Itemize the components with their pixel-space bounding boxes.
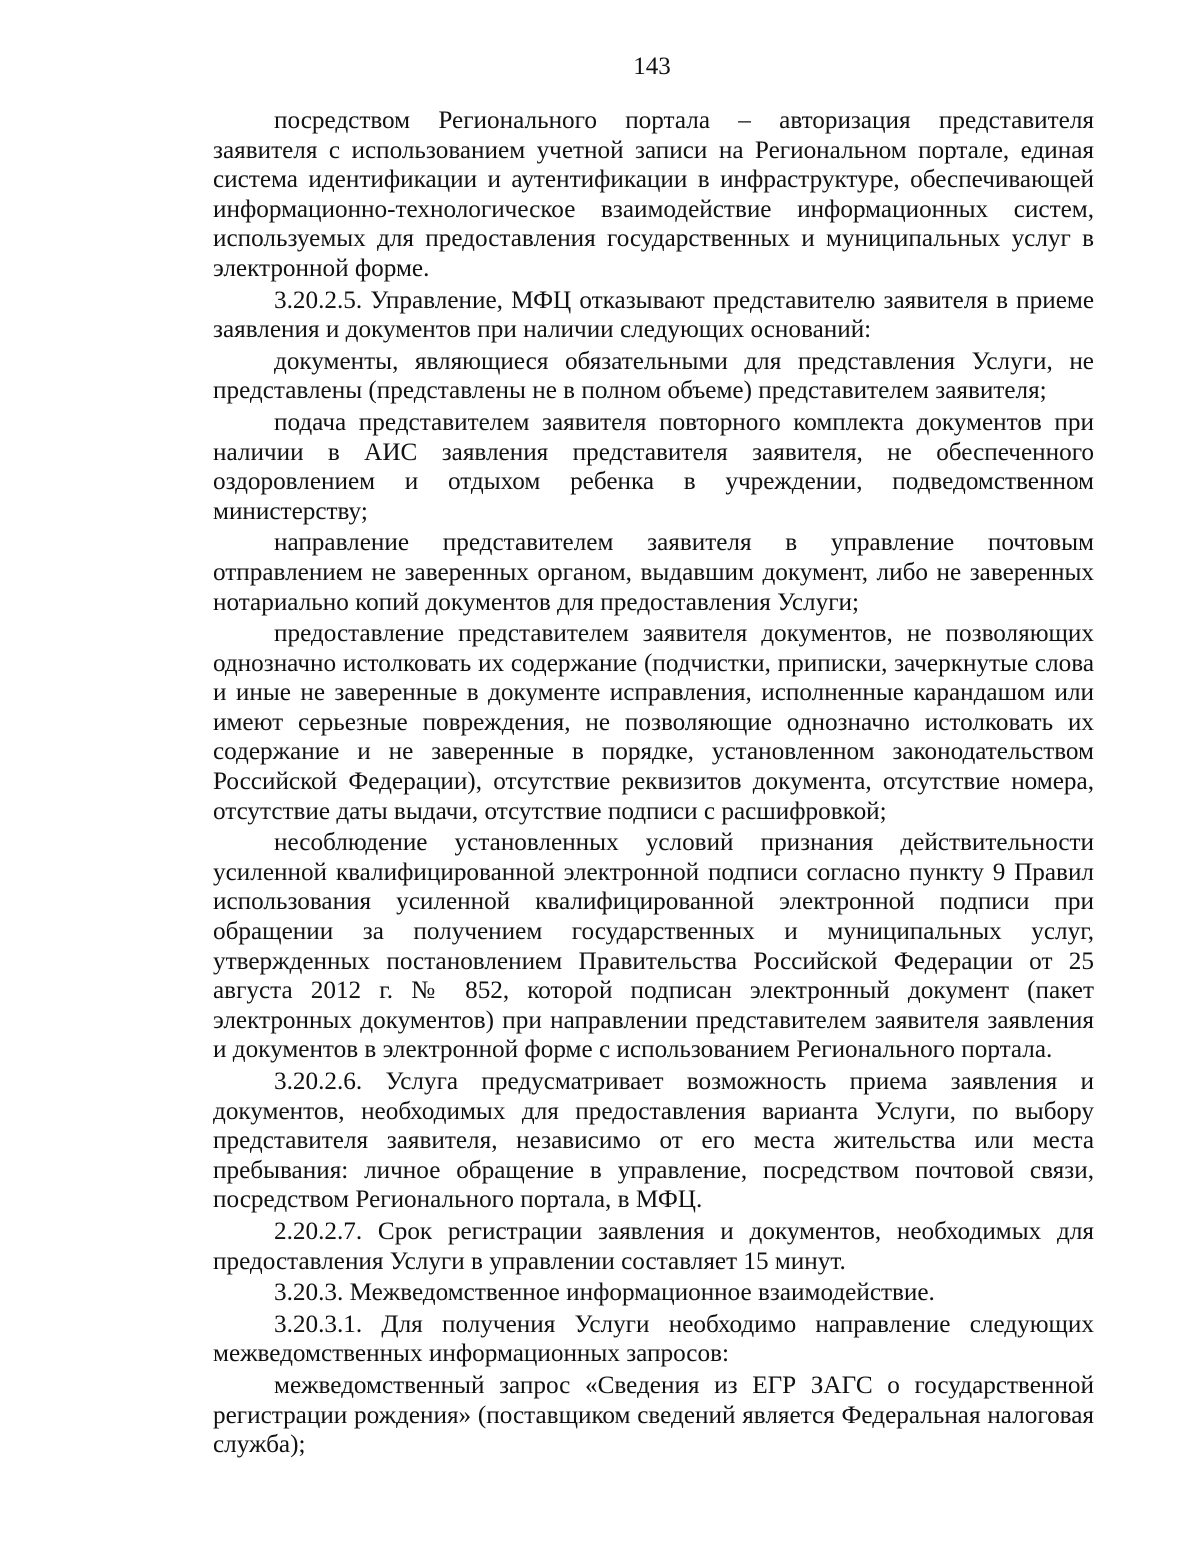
page-number: 143 (633, 53, 671, 80)
document-body (213, 106, 1094, 1462)
paragraph-repeat-submission: подача представителем заявителя повторного комплекта документов при наличии в АИС заявления представителя заявителя, не обеспеченного оздоровлением и отдыхом ребенка в учреждении, подведомственном министерству; (213, 408, 1094, 525)
paragraph-portal-authorization: посредством Регионального портала – авторизация представителя заявителя с использованием учетной записи на Региональном портале, единая система идентификации и аутентификации в инфраструктуре, обеспечивающей информационно-технологическое взаимодействие информационных систем, используемых для предоставления государственных и муниципальных услуг в электронной форме. (213, 107, 1094, 282)
paragraph-2-20-2-7: 2.20.2.7. Срок регистрации заявления и документов, необходимых для предоставления Услуги в управлении составляет 15 минут. (213, 1217, 1094, 1275)
paragraph-3-20-2-5: 3.20.2.5. Управление, МФЦ отказывают представителю заявителя в приеме заявления и документов при наличии следующих оснований: (213, 286, 1094, 344)
paragraph-documents-not-provided: документы, являющиеся обязательными для представления Услуги, не представлены (представлены не в полном объеме) представителем заявителя; (213, 347, 1094, 405)
paragraph-electronic-signature: несоблюдение установленных условий признания действительности усиленной квалифицированной электронной подписи согласно пункту 9 Правил использования усиленной квалифицированной электронной подписи при обращении за получением государственных и муниципальных услуг, утвержденных постановлением Правительства Российской Федерации от 25 августа 2012 г. № 852, которой подписан электронный документ (пакет электронных документов) при направлении представителем заявителя заявления и документов в электронной форме с использованием Регионального портала. (213, 829, 1094, 1064)
paragraph-ambiguous-documents: предоставление представителем заявителя документов, не позволяющих однозначно истолковать их содержание (подчистки, приписки, зачеркнутые слова и иные не заверенные в документе исправления, исполненные карандашом или имеют серьезные повреждения, не позволяющие однозначно истолковать их содержание и не заверенные в порядке, установленном законодательством Российской Федерации), отсутствие реквизитов документа, отсутствие номера, отсутствие даты выдачи, отсутствие подписи с расшифровкой; (213, 620, 1094, 825)
paragraph-egr-zags-request: межведомственный запрос «Сведения из ЕГР ЗАГС о государственной регистрации рождения» (поставщиком сведений является Федеральная налоговая служба); (213, 1371, 1094, 1459)
paragraph-postal-copies: направление представителем заявителя в управление почтовым отправлением не заверенных органом, выдавшим документ, либо не заверенных нотариально копий документов для предоставления Услуги; (213, 529, 1094, 616)
paragraph-3-20-3: 3.20.3. Межведомственное информационное взаимодействие. (274, 1279, 935, 1307)
paragraph-3-20-3-1: 3.20.3.1. Для получения Услуги необходимо направление следующих межведомственных информационных запросов: (213, 1310, 1094, 1368)
paragraph-3-20-2-6: 3.20.2.6. Услуга предусматривает возможность приема заявления и документов, необходимых для предоставления варианта Услуги, по выбору представителя заявителя, независимо от его места жительства или места пребывания: личное обращение в управление, посредством почтовой связи, посредством Регионального портала, в МФЦ. (213, 1068, 1094, 1214)
